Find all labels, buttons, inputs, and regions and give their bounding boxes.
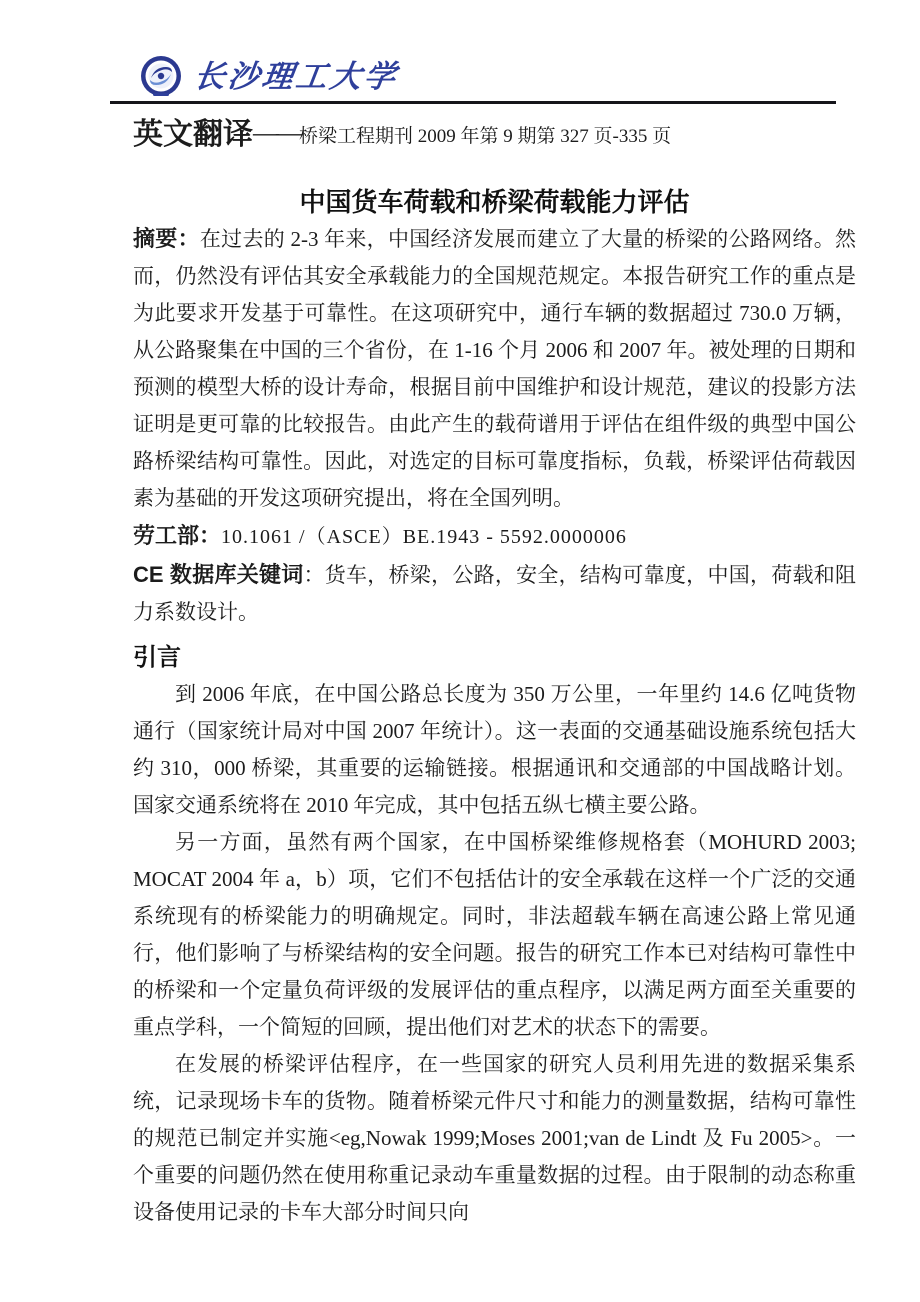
doi-value: 10.1061 /（ASCE）BE.1943 - 5592.0000006 [221,526,627,548]
introduction-paragraph-3: 在发展的桥梁评估程序，在一些国家的研究人员利用先进的数据采集系统，记录现场卡车的货物。随着桥梁元件尺寸和能力的测量数据，结构可靠性的规范已制定并实施<eg,Nowak 1999;Moses 2001;van de Lindt 及 Fu 2005>。一个重要的问题仍然在使用称重记录动车重量数据的过程。由于限制的动态称重设备使用记录的卡车大部分时间只向 [133,1052,856,1224]
university-emblem-icon [138,54,184,100]
university-letterhead [138,54,401,100]
header-dash: —— [253,118,299,147]
doi-line [133,517,856,556]
abstract-paragraph [133,220,856,517]
abstract-text: 在过去的 2-3 年来，中国经济发展而建立了大量的桥梁的公路网络。然而，仍然没有评估其安全承载能力的全国规范规定。本报告研究工作的重点是为此要求开发基于可靠性。在这项研究中，通行车辆的数据超过 730.0 万辆，从公路聚集在中国的三个省份，在 1-16 个月 2006 和 2007 年。被处理的日期和预测的模型大桥的设计寿命，根据目前中国维护和设计规范，建议的投影方法证明是更可靠的比较报告。由此产生的载荷谱用于评估在组件级的典型中国公路桥梁结构可靠性。因此，对选定的目标可靠度指标，负载，桥梁评估荷载因素为基础的开发这项研究提出，将在全国列明。 [133,227,856,510]
university-name: 长沙理工大学 [191,59,401,94]
doi-label: 劳工部： [133,523,222,548]
introduction-paragraph-1: 到 2006 年底，在中国公路总长度为 350 万公里，一年里约 14.6 亿吨货物通行（国家统计局对中国 2007 年统计）。这一表面的交通基础设施系统包括大约 310，000 桥梁，其重要的运输链接。根据通讯和交通部的中国战略计划。国家交通系统将在 2010 年完成，其中包括五纵七横主要公路。 [133,682,856,817]
paper-title: 中国货车荷载和桥梁荷载能力评估 [299,187,690,217]
keywords-separator: ： [303,563,325,587]
letterhead-rule [110,101,836,104]
introduction-paragraph-2: 另一方面，虽然有两个国家，在中国桥梁维修规格套（MOHURD 2003; MOCAT 2004 年 a，b）项，它们不包括估计的安全承载在这样一个广泛的交通系统现有的桥梁能力的明确规定。同时，非法超载车辆在高速公路上常见通行，他们影响了与桥梁结构的安全问题。报告的研究工作本已对结构可靠性中的桥梁和一个定量负荷评级的发展评估的重点程序，以满足两方面至关重要的重点学科，一个简短的回顾，提出他们对艺术的状态下的需要。 [133,830,856,1039]
abstract-label: 摘要： [133,226,200,251]
translation-header [133,114,856,156]
keywords-text: 货车，桥梁，公路，安全，结构可靠度，中国，荷载和阻力系数设计。 [133,563,856,624]
journal-source: 桥梁工程期刊 2009 年第 9 期第 327 页-335 页 [299,126,672,147]
introduction-heading: 引言 [133,644,181,671]
keywords-paragraph [133,556,856,631]
translation-header-label: 英文翻译 [133,118,253,151]
keywords-label: CE 数据库关键词 [133,562,304,587]
document-content [133,114,856,1231]
